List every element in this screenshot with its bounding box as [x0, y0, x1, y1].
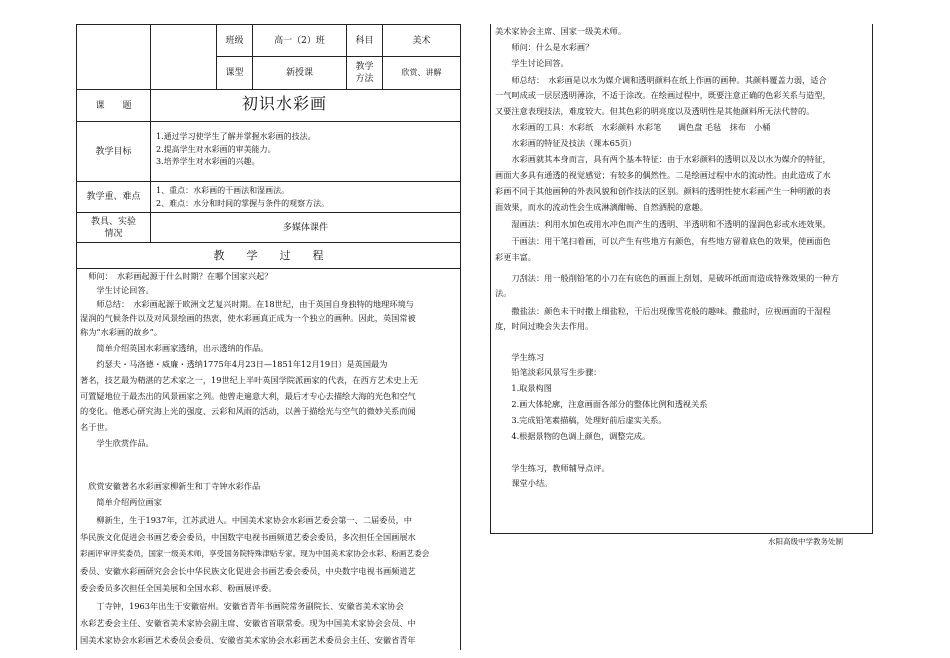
- goals-list: [156, 131, 316, 169]
- text-line: 水彩画的工具：水彩纸 水彩颜料 水彩笔 调色盘 毛毡 抹布 小桶: [495, 122, 771, 132]
- text-line: 国美术家协会水彩画艺术委员会委员、安徽省美术家协会水彩画艺术委员会主任、安徽省青年: [80, 635, 416, 645]
- lesson-title: 初识水彩画: [242, 94, 328, 113]
- text-line: 师总结： 水彩画起源于欧洲文艺复兴时期。在18世纪，由于英国自身独特的地理环境与: [80, 299, 414, 309]
- text-line: 约瑟夫・马洛德・威廉・透纳1775年4月23日—1851年12月19日）是英国最为: [80, 359, 388, 369]
- lesson-type-value: 新授课: [285, 68, 313, 78]
- topic-label: 课 题: [95, 100, 132, 111]
- text-line: 名于世。: [80, 422, 113, 432]
- tools-label-line-2: 情况: [104, 228, 123, 239]
- text-line: 的变化。他悉心研究海上光的强度、云彩和风雨的活动，以善于描绘光与空气的微妙关系而闻: [80, 406, 416, 416]
- tools-label: [77, 213, 150, 242]
- keypoints-label: 教学重、难点: [86, 192, 141, 202]
- tools-value: 多媒体课件: [282, 222, 328, 233]
- text-line: 面效果，而水的流动性会生成淋漓酣畅、自然洒脱的意趣。: [495, 202, 708, 212]
- text-line: 学生欣赏作品。: [80, 438, 154, 448]
- subject-label: 科目: [355, 35, 374, 46]
- goals-label: 教学目标: [95, 146, 132, 157]
- text-line: 柳新生，生于1937年，江苏武进人。中国美术家协会水彩画艺委会第一、二届委员，中: [80, 515, 412, 525]
- keypoint-item: 2、难点：水分和时间的掌握与条件的观察方法。: [156, 198, 330, 208]
- text-line: 师总结： 水彩画是以水为媒介调和透明颜料在纸上作画的画种。其颜料覆盖力弱，适合: [495, 75, 827, 85]
- tools-label-line-1: 教具、实验: [90, 216, 136, 227]
- class-label: 班级: [225, 35, 244, 46]
- text-line: 华民族文化促进会书画艺委会委员，中国数字电视书画频道艺委会委员，多次担任全国画展水: [80, 532, 416, 542]
- text-line: 称为“水彩画的故乡”。: [80, 327, 163, 337]
- step-item: 3.完成铅笔素描稿，处理好前后虚实关系。: [495, 415, 667, 425]
- footer-note: 水阳高级中学教务处制: [768, 537, 843, 546]
- text-line: 画面大多具有通透的视觉感觉；有较多的偶然性。二是绘画过程中水的流动性。由此造成了水: [495, 170, 831, 180]
- text-line: 学生练习，教师辅导点评。: [495, 463, 610, 473]
- goal-item: 2.提高学生对水彩画的审美能力。: [156, 144, 276, 154]
- text-line: 可置疑地位于最杰出的风景画家之列。他曾走遍意大利，最后才专心去描绘大海的光色和空气: [80, 391, 416, 401]
- text-line: 彩更丰富。: [495, 252, 536, 262]
- text-line: 学生讨论回答。: [495, 58, 569, 68]
- text-line: 欣赏安徽著名水彩画家柳新生和丁寺钟水彩作品: [80, 481, 261, 491]
- text-line: 水彩画就其本身而言，具有两个基本特征：由于水彩颜料的透明以及以水为媒介的特征，: [495, 154, 831, 164]
- step-item: 1.取景构图: [495, 383, 552, 393]
- text-line: 湿画法：利用水加色或用水冲色而产生的透明、半透明和不透明的湿润色彩或水迹效果。: [495, 219, 831, 229]
- text-line: 一气呵成或一层层透明薄涂，不适于涂改。在绘画过程中，既要注意正确的色彩关系与造型，: [495, 90, 831, 100]
- goal-item: 3.培养学生对水彩画的兴趣。: [156, 157, 260, 166]
- text-line: 学生讨论回答。: [80, 285, 154, 295]
- text-line: 又要注意表现技法，难度较大。但其色彩的明亮度以及透明性是其他颜料所无法代替的。: [495, 106, 815, 116]
- text-line: 度，时间过晚会失去作用。: [495, 321, 594, 331]
- text-line: 著名，技艺最为精湛的艺术家之一，19世纪上半叶英国学院派画家的代表，在西方艺术史上无: [80, 375, 418, 385]
- method-label-line-2: 方法: [355, 74, 374, 84]
- goal-item: 1.通过学习使学生了解并掌握水彩画的技法。: [156, 132, 316, 141]
- text-line: 撒盐法：颜色未干时撒上细盐粒，干后出现像雪花般的趣味。撒盐时，应视画面的干湿程: [495, 306, 831, 316]
- keypoints-list: [156, 185, 329, 210]
- subject-value: 美术: [412, 35, 431, 46]
- method-label: [347, 57, 382, 89]
- text-line: 干画法：用干笔扫着画，可以产生有些地方有颜色，有些地方留着底色的效果，使画面色: [495, 236, 831, 246]
- text-line: 师问：什么是水彩画？: [495, 42, 594, 52]
- step-item: 2.画大体轮廓，注意画面各部分的整体比例和透视关系: [495, 399, 708, 409]
- method-label-line-1: 教学: [355, 62, 374, 72]
- text-line: 简单介绍英国水彩画家透纳，出示透纳的作品。: [80, 343, 269, 353]
- text-line: 水彩画的特征及技法（课本65页）: [495, 138, 637, 148]
- text-line: 铅笔淡彩风景写生步骤：: [495, 367, 602, 377]
- text-line: 委会委员多次担任全国美展和全国水彩、粉画展评委。: [80, 583, 277, 593]
- text-line: 彩画不同于其他画种的外表风貌和创作技法的区别。颜料的透明性使水彩画产生一种明澈的表: [495, 186, 831, 196]
- text-line: 学生练习: [495, 352, 545, 362]
- class-value: 高一（2）班: [274, 35, 325, 46]
- text-line: 湿润的气候条件以及对风景绘画的热衷，使水彩画真正成为一个独立的画种。因此，英国常被: [80, 313, 416, 323]
- text-line: 彩画评审评奖委员，国家一级美术师，享受国务院特殊津贴专家。现为中国美术家协会水彩、粉画艺委会: [80, 549, 430, 558]
- process-heading: 教 学 过 程: [213, 248, 324, 262]
- text-line: 美术家协会主席、国家一级美术师。: [495, 26, 627, 36]
- step-item: 4.根据景物的色调上颜色，调整完成。: [495, 431, 651, 441]
- keypoint-item: 1、重点：水彩画的干画法和湿画法。: [156, 186, 290, 195]
- method-value: 欣赏、讲解: [401, 68, 442, 77]
- text-line: 刀刮法：用一般削铅笔的小刀在有底色的画面上刮划，是破坏纸面而造成特殊效果的一种方: [495, 273, 839, 283]
- lesson-type-label: 课型: [225, 68, 244, 78]
- text-line: 法。: [495, 288, 512, 298]
- text-line: 丁寺钟，1963年出生于安徽宿州。安徽省青年书画院常务副院长、安徽省美术家协会: [80, 601, 404, 611]
- text-line: 水彩艺委会主任、安徽省美术家协会副主席、安徽省首联常委。现为中国美术家协会会员、中: [80, 618, 416, 628]
- text-line: 课堂小结。: [495, 478, 553, 488]
- text-line: 师问： 水彩画起源于什么时期？在哪个国家兴起？: [80, 271, 273, 281]
- text-line: 委员、安徽水彩画研究会会长中华民族文化促进会书画艺委会委员，中央数字电视书画频道艺: [80, 566, 416, 576]
- text-line: 简单介绍两位画家: [80, 497, 162, 507]
